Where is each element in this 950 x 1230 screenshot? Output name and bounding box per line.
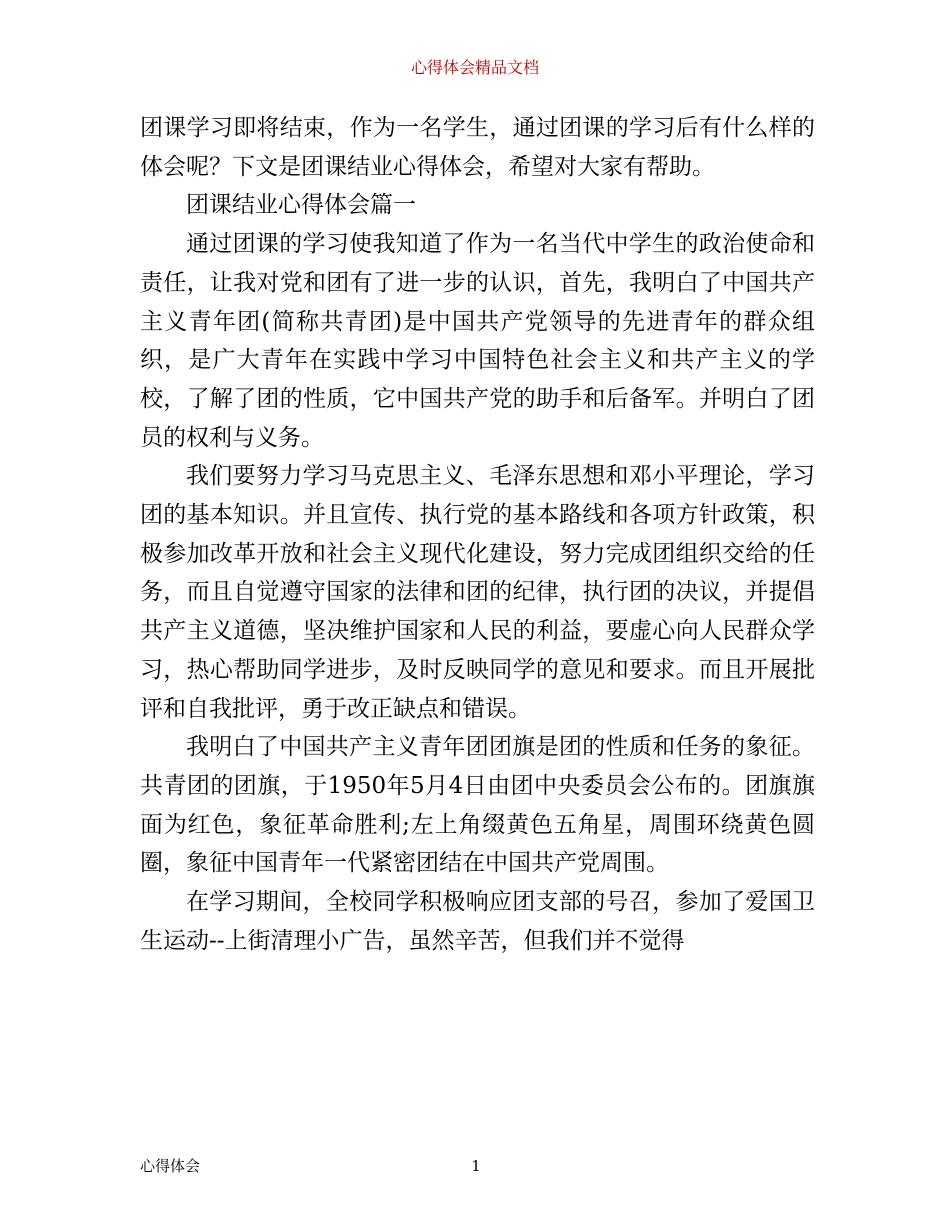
intro-paragraph: 团课学习即将结束，作为一名学生，通过团课的学习后有什么样的体会呢？下文是团课结业心得体会，希望对大家有帮助。 xyxy=(140,115,815,180)
section-heading: 团课结业心得体会篇一 xyxy=(186,192,416,219)
page-number: 1 xyxy=(471,1157,481,1175)
body-paragraph: 通过团课的学习使我知道了作为一名当代中学生的政治使命和责任，让我对党和团有了进一步的认识，首先，我明白了中国共产主义青年团(简称共青团)是中国共产党领导的先进青年的群众组织，是广大青年在实践中学习中国特色社会主义和共产主义的学校，了解了团的性质，它中国共产党的助手和后备军。并明白了团员的权利与义务。 xyxy=(140,231,815,451)
footer-label: 心得体会 xyxy=(140,1157,201,1175)
document-body xyxy=(140,109,815,960)
body-paragraph: 在学习期间，全校同学积极响应团支部的号召，参加了爱国卫生运动--上街清理小广告，虽然辛苦，但我们并不觉得 xyxy=(140,889,815,954)
page-header-title: 心得体会精品文档 xyxy=(410,58,539,77)
body-paragraph: 我们要努力学习马克思主义、毛泽东思想和邓小平理论，学习团的基本知识。并且宣传、执行党的基本路线和各项方针政策，积极参加改革开放和社会主义现代化建设，努力完成团组织交给的任务，而且自觉遵守国家的法律和团的纪律，执行团的决议，并提倡共产主义道德，坚决维护国家和人民的利益，要虚心向人民群众学习，热心帮助同学进步，及时反映同学的意见和要求。而且开展批评和自我批评，勇于改正缺点和错误。 xyxy=(140,463,815,722)
body-paragraph: 我明白了中国共产主义青年团团旗是团的性质和任务的象征。共青团的团旗，于1950年5月4日由团中央委员会公布的。团旗旗面为红色，象征革命胜利;左上角缀黄色五角星，周围环绕黄色圆圈，象征中国青年一代紧密团结在中国共产党周围。 xyxy=(140,734,815,877)
